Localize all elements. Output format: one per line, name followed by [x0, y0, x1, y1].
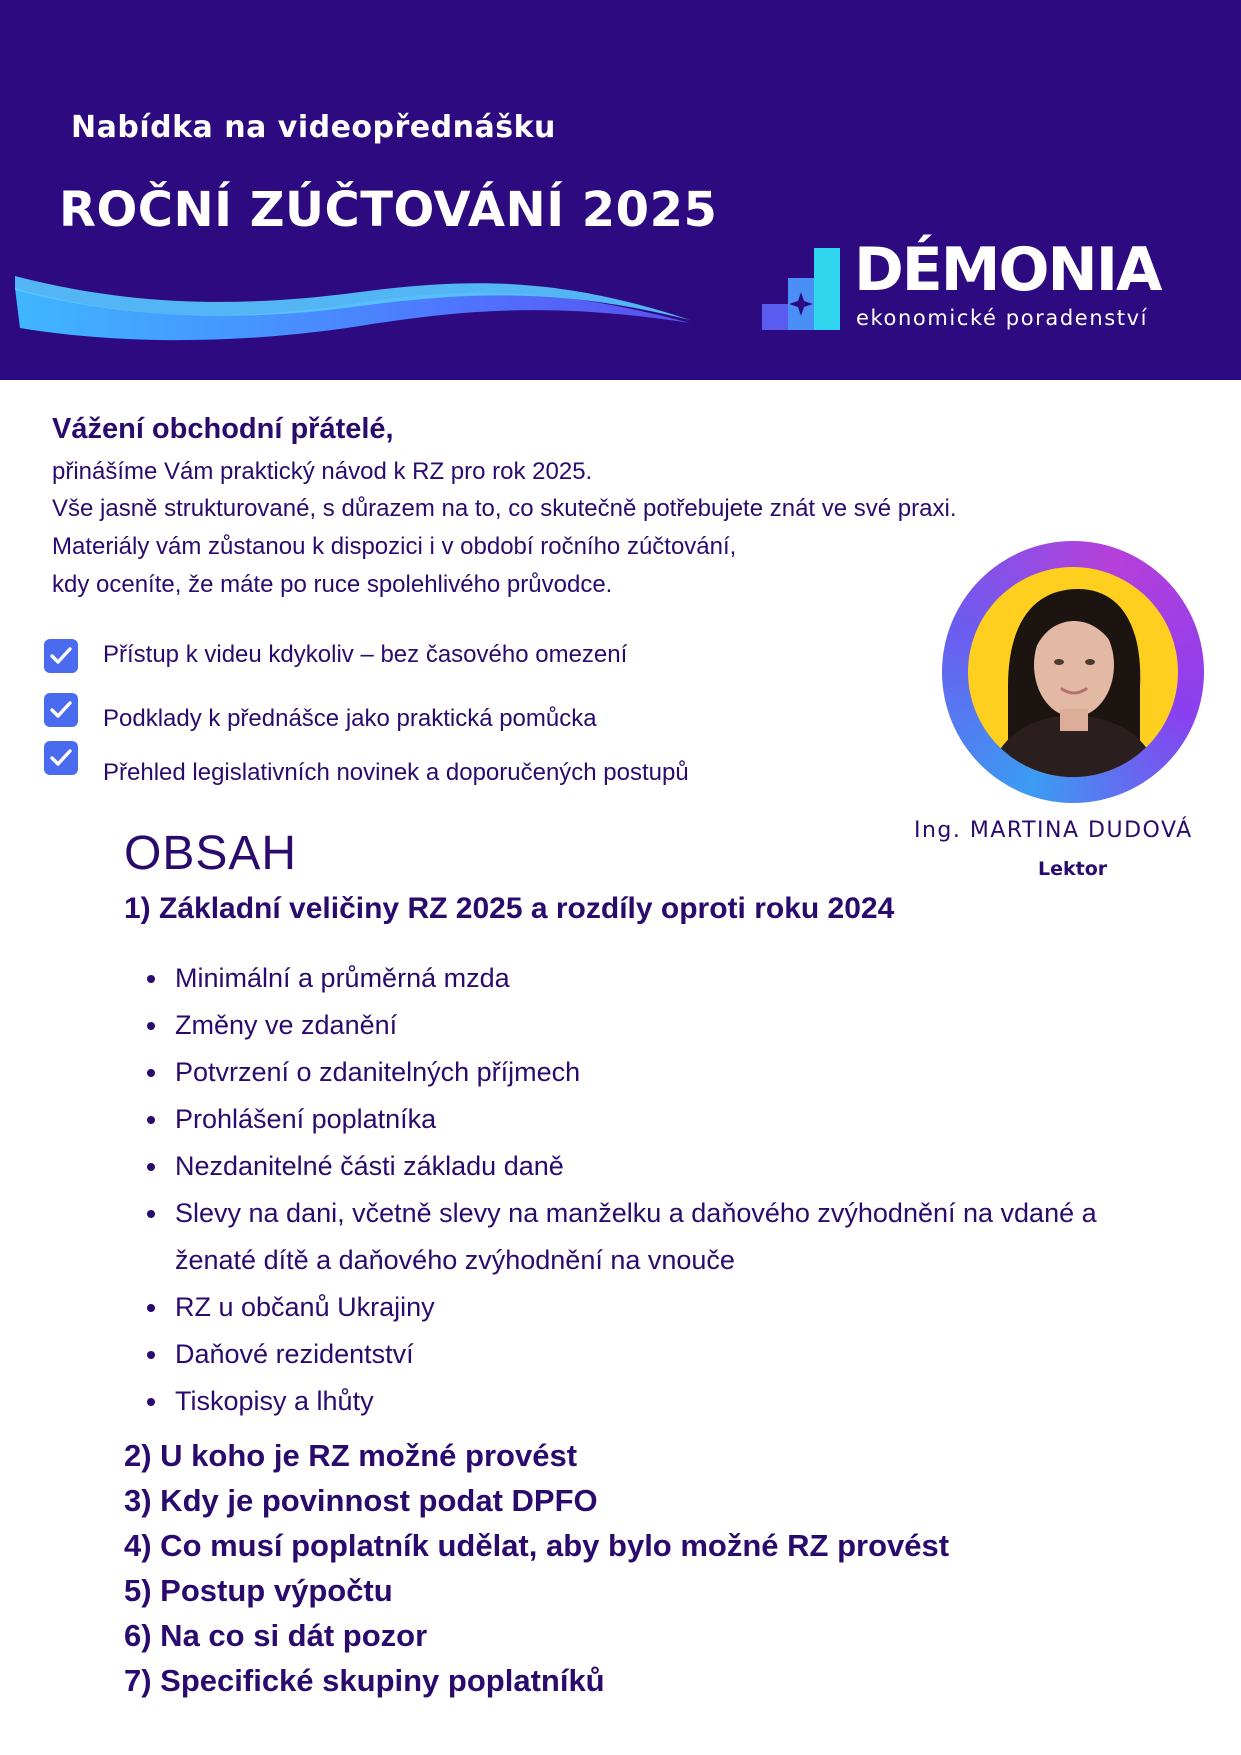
lecturer-avatar	[968, 567, 1178, 777]
header-kicker: Nabídka na videopřednášku	[71, 110, 556, 145]
toc-section-item: 2) U koho je RZ možné provést	[124, 1438, 578, 1473]
checklist-label: Přehled legislativních novinek a doporučených postupů	[103, 759, 689, 786]
checklist-item	[44, 739, 784, 786]
lecturer-role: Lektor	[1038, 858, 1108, 880]
list-item-text: Nezdanitelné části základu daně	[175, 1151, 564, 1181]
brand-logo	[762, 235, 1182, 340]
toc-section-item: 5) Postup výpočtu	[124, 1573, 393, 1608]
person-silhouette-icon	[968, 567, 1178, 777]
list-item-text: Tiskopisy a lhůty	[175, 1386, 374, 1416]
toc-section-item: 7) Specifické skupiny poplatníků	[124, 1663, 605, 1698]
intro-line: kdy oceníte, že máte po ruce spolehlivého průvodce.	[52, 571, 613, 598]
intro-line: Vše jasně strukturované, s důrazem na to, co skutečně potřebujete znát ve své praxi.	[52, 495, 957, 522]
checkbox-checked-icon	[44, 741, 78, 775]
lecturer-photo	[942, 541, 1204, 803]
toc-section-item: 4) Co musí poplatník udělat, aby bylo možné RZ provést	[124, 1528, 950, 1563]
header-banner	[0, 0, 1241, 380]
toc-section-item: 6) Na co si dát pozor	[124, 1618, 428, 1653]
checklist-item	[44, 691, 784, 731]
greeting: Vážení obchodní přátelé,	[52, 413, 394, 445]
list-item-text: ženaté dítě a daňového zvýhodnění na vnouče	[175, 1245, 735, 1275]
list-item-text: RZ u občanů Ukrajiny	[175, 1292, 435, 1322]
checklist-item	[44, 637, 784, 677]
lecturer-name: Ing. MARTINA DUDOVÁ	[914, 818, 1193, 843]
checklist-label: Přístup k videu kdykoliv – bez časového omezení	[103, 641, 628, 668]
intro-line: Materiály vám zůstanou k dispozici i v období ročního zúčtování,	[52, 533, 737, 560]
checklist-label: Podklady k přednášce jako praktická pomůcka	[103, 705, 597, 732]
page-title: ROČNÍ ZÚČTOVÁNÍ 2025	[59, 182, 718, 238]
list-item-text: Prohlášení poplatníka	[175, 1104, 437, 1134]
intro-line: přinášíme Vám praktický návod k RZ pro rok 2025.	[52, 458, 593, 485]
checkbox-checked-icon	[44, 639, 78, 673]
bullet-icon	[147, 1351, 155, 1359]
bullet-icon	[147, 1116, 155, 1124]
bullet-icon	[147, 1210, 155, 1218]
bullet-icon	[147, 1398, 155, 1406]
list-item-text: Slevy na dani, včetně slevy na manželku a daňového zvýhodnění na vdané a	[175, 1198, 1097, 1228]
bullet-icon	[147, 1163, 155, 1171]
bullet-icon	[147, 1304, 155, 1312]
brand-tagline: ekonomické poradenství	[856, 306, 1149, 330]
bar-chart-icon	[762, 248, 854, 330]
checkbox-checked-icon	[44, 693, 78, 727]
list-item-text: Změny ve zdanění	[175, 1010, 398, 1040]
toc-section-item: 3) Kdy je povinnost podat DPFO	[124, 1483, 598, 1518]
brand-name: DÉMONIA	[854, 235, 1161, 305]
list-item-text: Potvrzení o zdanitelných příjmech	[175, 1057, 581, 1087]
toc-title: OBSAH	[124, 827, 298, 880]
list-item-text: Minimální a průměrná mzda	[175, 963, 510, 993]
list-item-text: Daňové rezidentství	[175, 1339, 414, 1369]
bullet-icon	[147, 1069, 155, 1077]
bullet-icon	[147, 975, 155, 983]
wave-decoration	[0, 268, 700, 348]
toc-section-heading: 1) Základní veličiny RZ 2025 a rozdíly oproti roku 2024	[124, 892, 895, 925]
bullet-icon	[147, 1022, 155, 1030]
